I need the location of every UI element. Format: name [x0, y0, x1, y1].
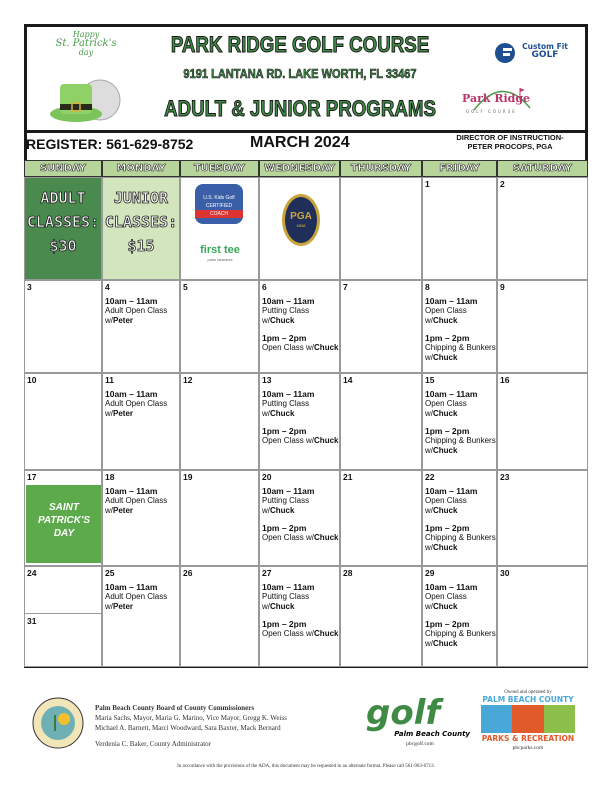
junior-classes-price: [103, 178, 179, 258]
day-cell[interactable]: [422, 280, 497, 373]
instructor-name: Chuck: [433, 543, 458, 552]
with-label: w/: [425, 506, 433, 515]
with-label: w/: [425, 543, 433, 552]
logo-text: PGA: [290, 211, 312, 222]
logo-text: PARKS & RECREATION: [481, 734, 575, 743]
event-time: 1pm – 2pm: [262, 523, 307, 533]
instructor-name: Chuck: [314, 343, 339, 352]
day-cell[interactable]: [497, 566, 588, 667]
date-number: 16: [500, 375, 510, 385]
county-commissioners: [95, 703, 287, 749]
class-event[interactable]: [262, 389, 337, 419]
day-header-monday: MONDAY: [102, 160, 180, 177]
logo-text: PALM BEACH COUNTY: [482, 695, 574, 704]
leprechaun-hat-golfball-image: [48, 78, 128, 128]
day-cell[interactable]: [422, 470, 497, 566]
with-label: w/: [105, 506, 113, 515]
palm-beach-county-seal: [32, 697, 84, 749]
event-title: Putting Class: [262, 592, 310, 601]
instructor-name: Peter: [113, 602, 134, 611]
price-line: ADULT: [40, 189, 86, 207]
board-members: Michael A. Barnett, Marci Woodward, Sara Baxter, Mack Bernard: [95, 724, 281, 732]
event-time: 1pm – 2pm: [262, 426, 307, 436]
logo-text: golf: [366, 693, 441, 733]
date-number: 13: [262, 375, 272, 385]
day-header-sunday: SUNDAY: [24, 160, 102, 177]
board-members: Maria Sachs, Mayor, Maria G. Marino, Vice Mayor, Gregg K. Weiss: [95, 714, 287, 722]
date-number: 1: [425, 179, 430, 189]
instructor-name: Chuck: [433, 602, 458, 611]
with-label: w/: [425, 409, 433, 418]
event-instructor: [425, 639, 494, 649]
badge-line: St. Patrick's: [55, 38, 117, 49]
logo-text: 1916: [296, 223, 306, 228]
event-instructor: [262, 316, 337, 326]
badge-line: Happy: [72, 30, 100, 39]
date-number: 15: [425, 375, 435, 385]
badge-line: day: [78, 48, 94, 57]
with-label: w/: [425, 316, 433, 325]
date-number: 12: [183, 375, 193, 385]
day-cell[interactable]: [259, 280, 340, 373]
day-cell[interactable]: [422, 177, 497, 280]
date-number: 14: [343, 375, 353, 385]
course-address: 9191 LANTANA RD. LAKE WORTH, FL 33467: [183, 66, 417, 81]
day-cell[interactable]: [180, 280, 259, 373]
event-instructor: [425, 316, 494, 326]
instructor-name: Chuck: [433, 353, 458, 362]
day-cell[interactable]: [340, 566, 422, 667]
first-tee-logo: [185, 244, 255, 263]
date-number: 24: [27, 568, 37, 578]
day-cell[interactable]: [24, 470, 102, 566]
logo-text: Custom Fit: [522, 42, 568, 51]
date-number: 22: [425, 472, 435, 482]
logo-text: GOLF COURSE: [466, 109, 517, 114]
instructor-name: Chuck: [270, 409, 295, 418]
class-event[interactable]: [262, 486, 337, 516]
instructor-name: Chuck: [270, 506, 295, 515]
class-event[interactable]: [425, 296, 494, 326]
day-cell[interactable]: [24, 566, 102, 667]
event-title: Adult Open Class: [105, 592, 168, 601]
logo-text: PATRICK'S: [37, 515, 90, 526]
date-number: 29: [425, 568, 435, 578]
price-line: $15: [127, 237, 155, 255]
event-instructor: [425, 602, 494, 612]
date-number: 20: [262, 472, 272, 482]
day-header-friday: FRIDAY: [422, 160, 497, 177]
event-instructor: [105, 506, 177, 516]
event-instructor: [105, 316, 177, 326]
event-instructor: [105, 409, 177, 419]
golf-url[interactable]: pbcgolf.com: [406, 741, 434, 747]
park-ridge-logo: [462, 80, 542, 120]
event-instructor: [262, 602, 337, 612]
date-number: 30: [500, 568, 510, 578]
date-number: 27: [262, 568, 272, 578]
date-number: 23: [500, 472, 510, 482]
date-number: 31: [27, 616, 37, 626]
class-event[interactable]: [105, 389, 177, 419]
with-label: Open Class w/: [262, 533, 315, 542]
event-time: 1pm – 2pm: [425, 619, 470, 629]
event-instructor: [425, 543, 494, 553]
class-event[interactable]: [425, 523, 494, 553]
course-title: PARK RIDGE GOLF COURSE: [170, 32, 430, 57]
instructor-name: Chuck: [433, 446, 458, 455]
event-title: Adult Open Class: [105, 399, 168, 408]
event-time: 10am – 11am: [105, 486, 158, 496]
with-label: w/: [425, 639, 433, 648]
event-time: 10am – 11am: [425, 389, 478, 399]
event-title: Putting Class: [262, 496, 310, 505]
event-time: 1pm – 2pm: [262, 619, 307, 629]
date-number: 25: [105, 568, 115, 578]
date-number: 7: [343, 282, 348, 292]
day-cell[interactable]: [180, 470, 259, 566]
event-time: 1pm – 2pm: [425, 523, 470, 533]
instructor-name: Peter: [113, 506, 134, 515]
parks-icons: [481, 705, 575, 733]
director-of-instruction: [440, 133, 580, 151]
class-event[interactable]: [425, 333, 494, 363]
event-title: Chipping & Bunkers: [425, 533, 496, 542]
instructor-name: Peter: [113, 409, 134, 418]
event-instructor: [262, 533, 337, 543]
event-time: 10am – 11am: [262, 486, 315, 496]
class-event[interactable]: [105, 582, 177, 612]
with-label: w/: [262, 316, 270, 325]
date-number: 8: [425, 282, 430, 292]
event-instructor: [425, 506, 494, 516]
day-cell[interactable]: [497, 280, 588, 373]
instructor-name: Chuck: [270, 602, 295, 611]
date-number: 6: [262, 282, 267, 292]
logo-text: palm beaches: [207, 257, 233, 262]
st-patricks-badge: [46, 30, 126, 57]
instructor-name: Chuck: [433, 639, 458, 648]
event-title: Adult Open Class: [105, 306, 168, 315]
event-instructor: [425, 409, 494, 419]
day-cell[interactable]: [102, 280, 180, 373]
event-instructor: [262, 506, 337, 516]
us-kids-golf-coach-logo: [195, 184, 243, 224]
saint-patricks-day-image: [26, 485, 102, 563]
day-cell[interactable]: [340, 280, 422, 373]
event-time: 1pm – 2pm: [262, 333, 307, 343]
instructor-name: Chuck: [270, 316, 295, 325]
ada-notice: In accordance with the provisions of the ADA, this document may be requested in an alternate format. Please call 561-963-6713.: [177, 764, 435, 769]
event-instructor: [262, 436, 337, 446]
date-number: 28: [343, 568, 353, 578]
with-label: w/: [105, 602, 113, 611]
instructor-name: Peter: [113, 316, 134, 325]
event-title: Open Class: [425, 496, 467, 505]
class-event[interactable]: [262, 619, 337, 639]
logo-text: DAY: [53, 528, 75, 539]
price-line: CLASSES:: [26, 213, 100, 231]
day-cell[interactable]: [24, 280, 102, 373]
event-title: Putting Class: [262, 306, 310, 315]
class-event[interactable]: [262, 296, 337, 326]
event-title: Chipping & Bunkers: [425, 343, 496, 352]
instructor-name: Chuck: [433, 506, 458, 515]
adult-classes-price: [25, 178, 101, 258]
with-label: w/: [262, 506, 270, 515]
parks-url[interactable]: pbcparks.com: [512, 745, 544, 751]
date-number: 11: [105, 375, 114, 385]
programs-title: ADULT & JUNIOR PROGRAMS: [164, 96, 436, 121]
board-title: Palm Beach County Board of County Commissioners: [95, 704, 255, 712]
class-event[interactable]: [262, 523, 337, 543]
date-number: 19: [183, 472, 193, 482]
date-number: 3: [27, 282, 32, 292]
day-cell[interactable]: [422, 566, 497, 667]
register-phone: REGISTER: 561-629-8752: [26, 136, 194, 152]
with-label: w/: [425, 602, 433, 611]
event-time: 10am – 11am: [425, 296, 478, 306]
day-cell[interactable]: [102, 177, 180, 280]
with-label: w/: [425, 353, 433, 362]
event-time: 10am – 11am: [425, 486, 478, 496]
with-label: w/: [262, 409, 270, 418]
day-header-wednesday: WEDNESDAY: [259, 160, 340, 177]
event-instructor: [262, 343, 337, 353]
day-header-saturday: SATURDAY: [497, 160, 588, 177]
price-line: $30: [49, 237, 77, 255]
event-title: Open Class: [425, 399, 467, 408]
day-cell[interactable]: [422, 373, 497, 470]
event-title: Chipping & Bunkers: [425, 629, 496, 638]
day-cell[interactable]: [497, 373, 588, 470]
event-instructor: [425, 446, 494, 456]
day-header-tuesday: TUESDAY: [180, 160, 259, 177]
date-number: 4: [105, 282, 110, 292]
day-cell[interactable]: [340, 470, 422, 566]
instructor-name: Chuck: [314, 436, 339, 445]
day-cell[interactable]: [340, 177, 422, 280]
day-cell-split[interactable]: [25, 613, 101, 632]
price-line: JUNIOR: [113, 189, 169, 207]
event-time: 10am – 11am: [262, 389, 315, 399]
logo-text: CERTIFIED: [205, 203, 233, 209]
class-event[interactable]: [262, 426, 337, 446]
with-label: w/: [105, 409, 113, 418]
event-title: Putting Class: [262, 399, 310, 408]
class-event[interactable]: [425, 619, 494, 649]
logo-text: SAINT: [49, 502, 79, 513]
day-cell[interactable]: [180, 177, 259, 280]
with-label: w/: [262, 602, 270, 611]
day-cell[interactable]: [497, 470, 588, 566]
date-number: 10: [27, 375, 37, 385]
event-time: 10am – 11am: [262, 582, 315, 592]
class-event[interactable]: [262, 333, 337, 353]
day-cell[interactable]: [24, 373, 102, 470]
instructor-name: Chuck: [433, 409, 458, 418]
director-line: PETER PROCOPS, PGA: [467, 142, 553, 151]
county-administrator: Verdenia C. Baker, County Administrator: [95, 740, 211, 748]
director-line: DIRECTOR OF INSTRUCTION-: [456, 133, 564, 142]
day-cell[interactable]: [259, 373, 340, 470]
day-cell[interactable]: [102, 470, 180, 566]
date-number: 26: [183, 568, 193, 578]
logo-text: COACH: [195, 210, 243, 218]
event-time: 1pm – 2pm: [425, 426, 470, 436]
event-time: 10am – 11am: [105, 296, 158, 306]
day-cell[interactable]: [180, 373, 259, 470]
event-title: Chipping & Bunkers: [425, 436, 496, 445]
day-cell[interactable]: [259, 470, 340, 566]
price-line: CLASSES:: [104, 213, 178, 231]
date-number: 9: [500, 282, 505, 292]
event-instructor: [425, 353, 494, 363]
event-instructor: [262, 409, 337, 419]
instructor-name: Chuck: [433, 316, 458, 325]
instructor-name: Chuck: [314, 629, 339, 638]
event-time: 10am – 11am: [262, 296, 315, 306]
event-instructor: [262, 629, 337, 639]
day-cell[interactable]: [102, 373, 180, 470]
day-cell[interactable]: [102, 566, 180, 667]
parks-recreation-logo: [478, 690, 578, 751]
event-title: Adult Open Class: [105, 496, 168, 505]
date-number: 21: [343, 472, 353, 482]
instructor-name: Chuck: [314, 533, 339, 542]
date-number: 18: [105, 472, 115, 482]
event-time: 10am – 11am: [105, 582, 158, 592]
class-event[interactable]: [425, 426, 494, 456]
date-number: 17: [27, 472, 37, 482]
event-time: 10am – 11am: [425, 582, 478, 592]
logo-text: Park Ridge: [462, 92, 531, 105]
day-cell[interactable]: [180, 566, 259, 667]
with-label: Open Class w/: [262, 436, 315, 445]
logo-text: U.S. Kids Golf: [203, 195, 235, 201]
with-label: Open Class w/: [262, 629, 315, 638]
with-label: w/: [425, 446, 433, 455]
event-title: Open Class: [425, 306, 467, 315]
customfit-golf-logo: [494, 42, 574, 66]
day-cell[interactable]: [497, 177, 588, 280]
event-time: 1pm – 2pm: [425, 333, 470, 343]
with-label: Open Class w/: [262, 343, 315, 352]
with-label: w/: [105, 316, 113, 325]
day-cell[interactable]: [259, 177, 340, 280]
golf-pbc-logo: [366, 693, 474, 747]
owned-by: Owned and operated by: [504, 690, 552, 695]
class-event[interactable]: [105, 296, 177, 326]
class-event[interactable]: [105, 486, 177, 516]
event-instructor: [105, 602, 177, 612]
class-event[interactable]: [425, 582, 494, 612]
day-cell[interactable]: [259, 566, 340, 667]
day-header-thursday: THURSDAY: [340, 160, 422, 177]
day-cell[interactable]: [24, 177, 102, 280]
logo-text: Palm Beach County: [394, 730, 470, 738]
pga-professional-logo: [282, 194, 320, 246]
class-event[interactable]: [262, 582, 337, 612]
class-event[interactable]: [425, 486, 494, 516]
class-event[interactable]: [425, 389, 494, 419]
date-number: 5: [183, 282, 188, 292]
logo-text: first tee: [200, 244, 240, 256]
event-time: 10am – 11am: [105, 389, 158, 399]
logo-text: GOLF: [531, 50, 559, 60]
day-cell[interactable]: [340, 373, 422, 470]
month-title: MARCH 2024: [250, 134, 350, 151]
date-number: 2: [500, 179, 505, 189]
event-title: Open Class: [425, 592, 467, 601]
